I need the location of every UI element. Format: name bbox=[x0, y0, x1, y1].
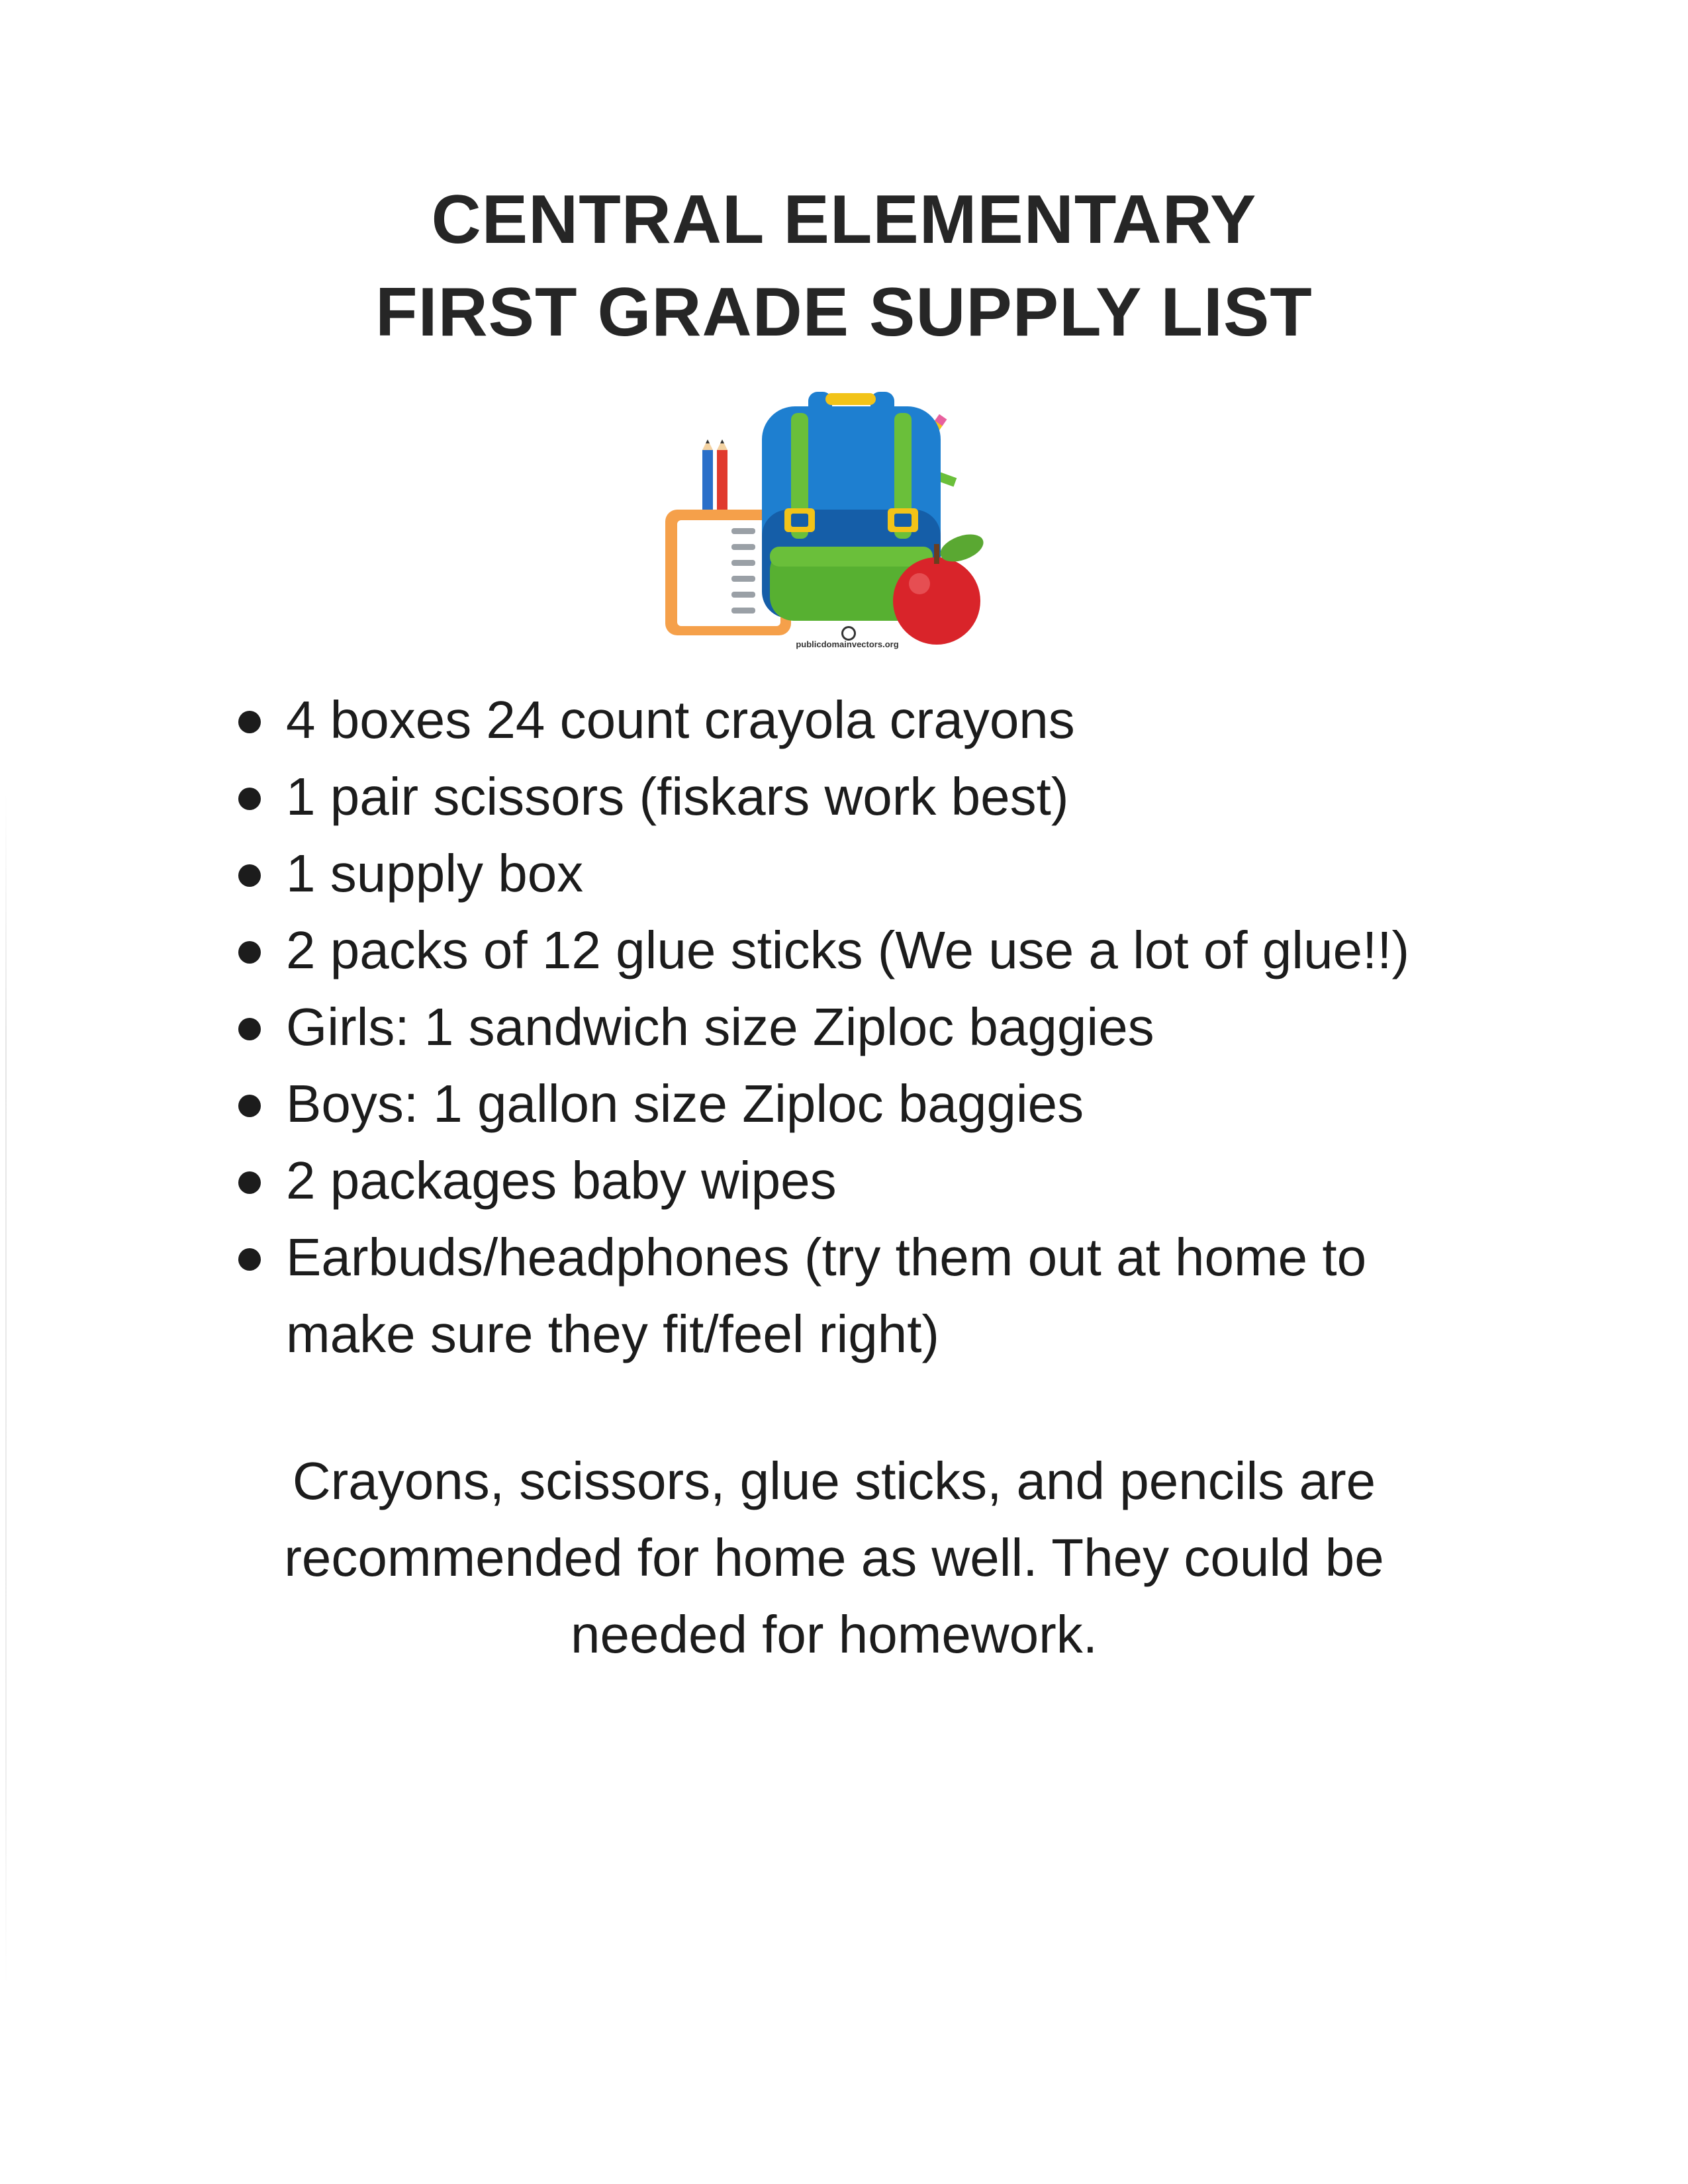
bullet-icon bbox=[238, 711, 261, 733]
list-item: Girls: 1 sandwich size Ziploc baggies bbox=[238, 989, 1496, 1066]
title-line-school: CENTRAL ELEMENTARY bbox=[431, 181, 1257, 258]
note-line: Crayons, scissors, glue sticks, and pencils are bbox=[292, 1451, 1376, 1510]
home-recommendation-note bbox=[199, 1443, 1470, 1673]
image-credit: publicdomainvectors.org bbox=[796, 639, 899, 649]
note-line: needed for homework. bbox=[570, 1605, 1098, 1664]
list-item: 4 boxes 24 count crayola crayons bbox=[238, 682, 1496, 758]
bullet-icon bbox=[238, 1171, 261, 1194]
page-title bbox=[0, 173, 1688, 359]
backpack-school-supplies-illustration bbox=[652, 390, 1009, 668]
list-item: 2 packs of 12 glue sticks (We use a lot of glue!!) bbox=[238, 912, 1496, 989]
list-item: 2 packages baby wipes bbox=[238, 1142, 1496, 1219]
bullet-icon bbox=[238, 1248, 261, 1271]
note-line: recommended for home as well. They could be bbox=[284, 1528, 1384, 1587]
list-item: 1 supply box bbox=[238, 835, 1496, 912]
title-line-list: FIRST GRADE SUPPLY LIST bbox=[375, 274, 1313, 351]
bullet-icon bbox=[238, 1095, 261, 1117]
list-item: Boys: 1 gallon size Ziploc baggies bbox=[238, 1066, 1496, 1142]
bullet-icon bbox=[238, 788, 261, 810]
list-item: Earbuds/headphones (try them out at home to make sure they fit/feel right) bbox=[238, 1219, 1496, 1373]
list-item: 1 pair scissors (fiskars work best) bbox=[238, 758, 1496, 835]
scan-edge bbox=[5, 794, 7, 1985]
bullet-icon bbox=[238, 1018, 261, 1040]
public-domain-icon bbox=[841, 626, 856, 641]
bullet-icon bbox=[238, 864, 261, 887]
supply-list bbox=[238, 682, 1496, 1373]
bullet-icon bbox=[238, 941, 261, 964]
